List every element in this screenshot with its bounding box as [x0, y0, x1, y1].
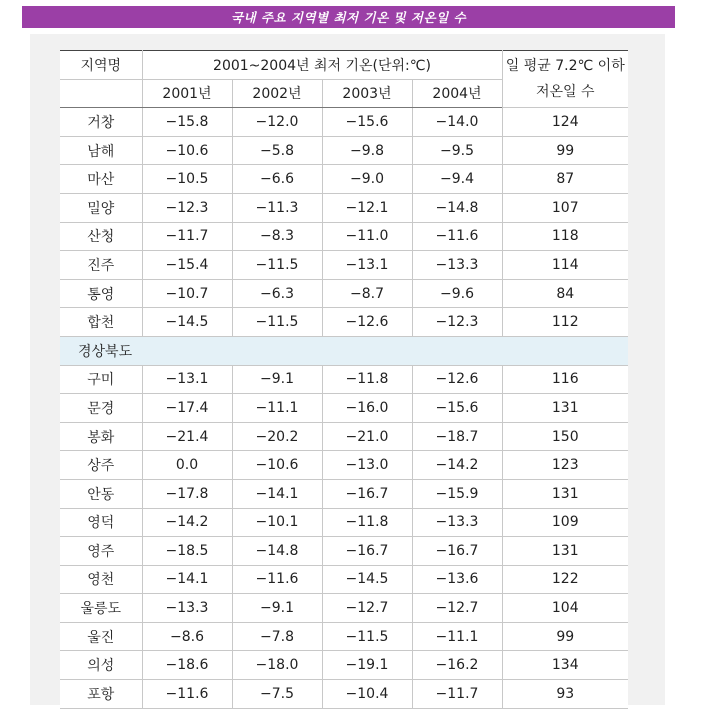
header-count-line1: 일 평균 7.2℃ 이하: [505, 58, 625, 75]
temp-cell: −16.2: [412, 651, 502, 680]
region-cell: 문경: [60, 394, 142, 423]
temp-cell: −15.9: [412, 479, 502, 508]
table-row: [60, 308, 628, 337]
temp-cell: −11.7: [412, 680, 502, 709]
count-cell: 99: [502, 622, 628, 651]
region-cell: 밀양: [60, 193, 142, 222]
temp-cell: −14.1: [142, 565, 232, 594]
region-cell: 울릉도: [60, 594, 142, 623]
table-body-gyeongbuk: [60, 365, 628, 708]
header-year: 2002년: [232, 79, 322, 108]
temp-cell: −11.6: [142, 680, 232, 709]
count-cell: 107: [502, 193, 628, 222]
temp-cell: −14.5: [142, 308, 232, 337]
count-cell: 112: [502, 308, 628, 337]
temp-cell: −10.6: [142, 136, 232, 165]
header-count: [502, 51, 628, 108]
temp-cell: −21.0: [322, 422, 412, 451]
temp-cell: −11.6: [412, 222, 502, 251]
temp-cell: −11.8: [322, 508, 412, 537]
temp-cell: −11.3: [232, 193, 322, 222]
table-row: [60, 508, 628, 537]
section-gyeongbuk: [60, 336, 628, 365]
count-cell: 109: [502, 508, 628, 537]
region-cell: 영주: [60, 537, 142, 566]
count-cell: 99: [502, 136, 628, 165]
temp-cell: −6.3: [232, 279, 322, 308]
region-cell: 거창: [60, 108, 142, 137]
table-row: [60, 594, 628, 623]
temp-cell: −11.8: [322, 365, 412, 394]
region-cell: 울진: [60, 622, 142, 651]
count-cell: 118: [502, 222, 628, 251]
section-label: 경상북도: [60, 336, 628, 365]
temp-cell: −8.7: [322, 279, 412, 308]
table-row: [60, 565, 628, 594]
temp-cell: −7.8: [232, 622, 322, 651]
temp-cell: −18.0: [232, 651, 322, 680]
temp-cell: −10.7: [142, 279, 232, 308]
temp-cell: −14.8: [232, 537, 322, 566]
count-cell: 104: [502, 594, 628, 623]
temp-cell: −9.8: [322, 136, 412, 165]
header-year: 2001년: [142, 79, 232, 108]
temp-cell: −9.5: [412, 136, 502, 165]
header-year-span: 2001~2004년 최저 기온(단위:℃): [142, 51, 502, 80]
temp-cell: −12.0: [232, 108, 322, 137]
temp-cell: −15.8: [142, 108, 232, 137]
region-cell: 남해: [60, 136, 142, 165]
temp-cell: −11.1: [412, 622, 502, 651]
temp-cell: −13.3: [142, 594, 232, 623]
table-row: [60, 193, 628, 222]
count-cell: 134: [502, 651, 628, 680]
temp-cell: −13.1: [142, 365, 232, 394]
temp-cell: −9.1: [232, 365, 322, 394]
count-cell: 122: [502, 565, 628, 594]
temp-cell: −17.8: [142, 479, 232, 508]
count-cell: 93: [502, 680, 628, 709]
temp-cell: −11.5: [232, 251, 322, 280]
temp-cell: −13.1: [322, 251, 412, 280]
temp-cell: −10.6: [232, 451, 322, 480]
region-cell: 통영: [60, 279, 142, 308]
temp-cell: −11.5: [322, 622, 412, 651]
temp-cell: −5.8: [232, 136, 322, 165]
temp-cell: −18.6: [142, 651, 232, 680]
temp-cell: −18.7: [412, 422, 502, 451]
count-cell: 131: [502, 394, 628, 423]
temperature-table: [60, 50, 628, 709]
temp-cell: −11.5: [232, 308, 322, 337]
region-cell: 상주: [60, 451, 142, 480]
count-cell: 131: [502, 479, 628, 508]
table-row: [60, 622, 628, 651]
temp-cell: −11.7: [142, 222, 232, 251]
region-cell: 영천: [60, 565, 142, 594]
region-cell: 마산: [60, 165, 142, 194]
temp-cell: −11.1: [232, 394, 322, 423]
header-count-line2: 저온일 수: [535, 84, 595, 101]
temp-cell: −16.7: [322, 479, 412, 508]
header-year: 2003년: [322, 79, 412, 108]
temp-cell: −9.6: [412, 279, 502, 308]
temp-cell: −7.5: [232, 680, 322, 709]
temp-cell: −16.0: [322, 394, 412, 423]
table-row: [60, 479, 628, 508]
region-cell: 포항: [60, 680, 142, 709]
region-cell: 의성: [60, 651, 142, 680]
count-cell: 116: [502, 365, 628, 394]
temp-cell: −12.7: [322, 594, 412, 623]
header-year: 2004년: [412, 79, 502, 108]
region-cell: 합천: [60, 308, 142, 337]
temp-cell: −9.4: [412, 165, 502, 194]
count-cell: 131: [502, 537, 628, 566]
region-cell: 진주: [60, 251, 142, 280]
table-row: [60, 251, 628, 280]
temp-cell: −9.1: [232, 594, 322, 623]
temp-cell: −12.3: [142, 193, 232, 222]
table-row: [60, 136, 628, 165]
region-cell: 안동: [60, 479, 142, 508]
temp-cell: −20.2: [232, 422, 322, 451]
count-cell: 114: [502, 251, 628, 280]
temp-cell: −18.5: [142, 537, 232, 566]
temp-cell: −12.6: [412, 365, 502, 394]
temp-cell: −11.6: [232, 565, 322, 594]
table-row: [60, 365, 628, 394]
table-row: [60, 537, 628, 566]
table-body-gyeongnam: [60, 108, 628, 337]
table-row: [60, 222, 628, 251]
table-row: [60, 279, 628, 308]
temp-cell: −17.4: [142, 394, 232, 423]
count-cell: 87: [502, 165, 628, 194]
count-cell: 150: [502, 422, 628, 451]
count-cell: 123: [502, 451, 628, 480]
temp-cell: −12.3: [412, 308, 502, 337]
header-region-blank: [60, 79, 142, 108]
temp-cell: −16.7: [412, 537, 502, 566]
temp-cell: −10.4: [322, 680, 412, 709]
temp-cell: −15.6: [412, 394, 502, 423]
temp-cell: −14.2: [412, 451, 502, 480]
temp-cell: −13.3: [412, 508, 502, 537]
region-cell: 산청: [60, 222, 142, 251]
temp-cell: −12.1: [322, 193, 412, 222]
table-row: [60, 451, 628, 480]
temp-cell: −15.6: [322, 108, 412, 137]
temp-cell: −12.7: [412, 594, 502, 623]
temp-cell: −19.1: [322, 651, 412, 680]
temp-cell: −10.5: [142, 165, 232, 194]
temp-cell: −13.3: [412, 251, 502, 280]
header-region: 지역명: [60, 51, 142, 80]
temp-cell: −6.6: [232, 165, 322, 194]
temp-cell: −14.5: [322, 565, 412, 594]
temp-cell: −15.4: [142, 251, 232, 280]
temp-cell: −13.0: [322, 451, 412, 480]
temp-cell: −8.3: [232, 222, 322, 251]
table-title: 국내 주요 지역별 최저 기온 및 저온일 수: [22, 6, 675, 28]
count-cell: 84: [502, 279, 628, 308]
temp-cell: −14.0: [412, 108, 502, 137]
region-cell: 구미: [60, 365, 142, 394]
temp-cell: −9.0: [322, 165, 412, 194]
temp-cell: −10.1: [232, 508, 322, 537]
table-row: [60, 394, 628, 423]
table-row: [60, 651, 628, 680]
temp-cell: −13.6: [412, 565, 502, 594]
temp-cell: −8.6: [142, 622, 232, 651]
temp-cell: −21.4: [142, 422, 232, 451]
region-cell: 영덕: [60, 508, 142, 537]
temp-cell: −11.0: [322, 222, 412, 251]
table-row: [60, 108, 628, 137]
temp-cell: −12.6: [322, 308, 412, 337]
temp-cell: −14.1: [232, 479, 322, 508]
temp-cell: −14.8: [412, 193, 502, 222]
temp-cell: 0.0: [142, 451, 232, 480]
temp-cell: −16.7: [322, 537, 412, 566]
count-cell: 124: [502, 108, 628, 137]
region-cell: 봉화: [60, 422, 142, 451]
table-row: [60, 422, 628, 451]
temp-cell: −14.2: [142, 508, 232, 537]
table-row: [60, 165, 628, 194]
table-row: [60, 680, 628, 709]
